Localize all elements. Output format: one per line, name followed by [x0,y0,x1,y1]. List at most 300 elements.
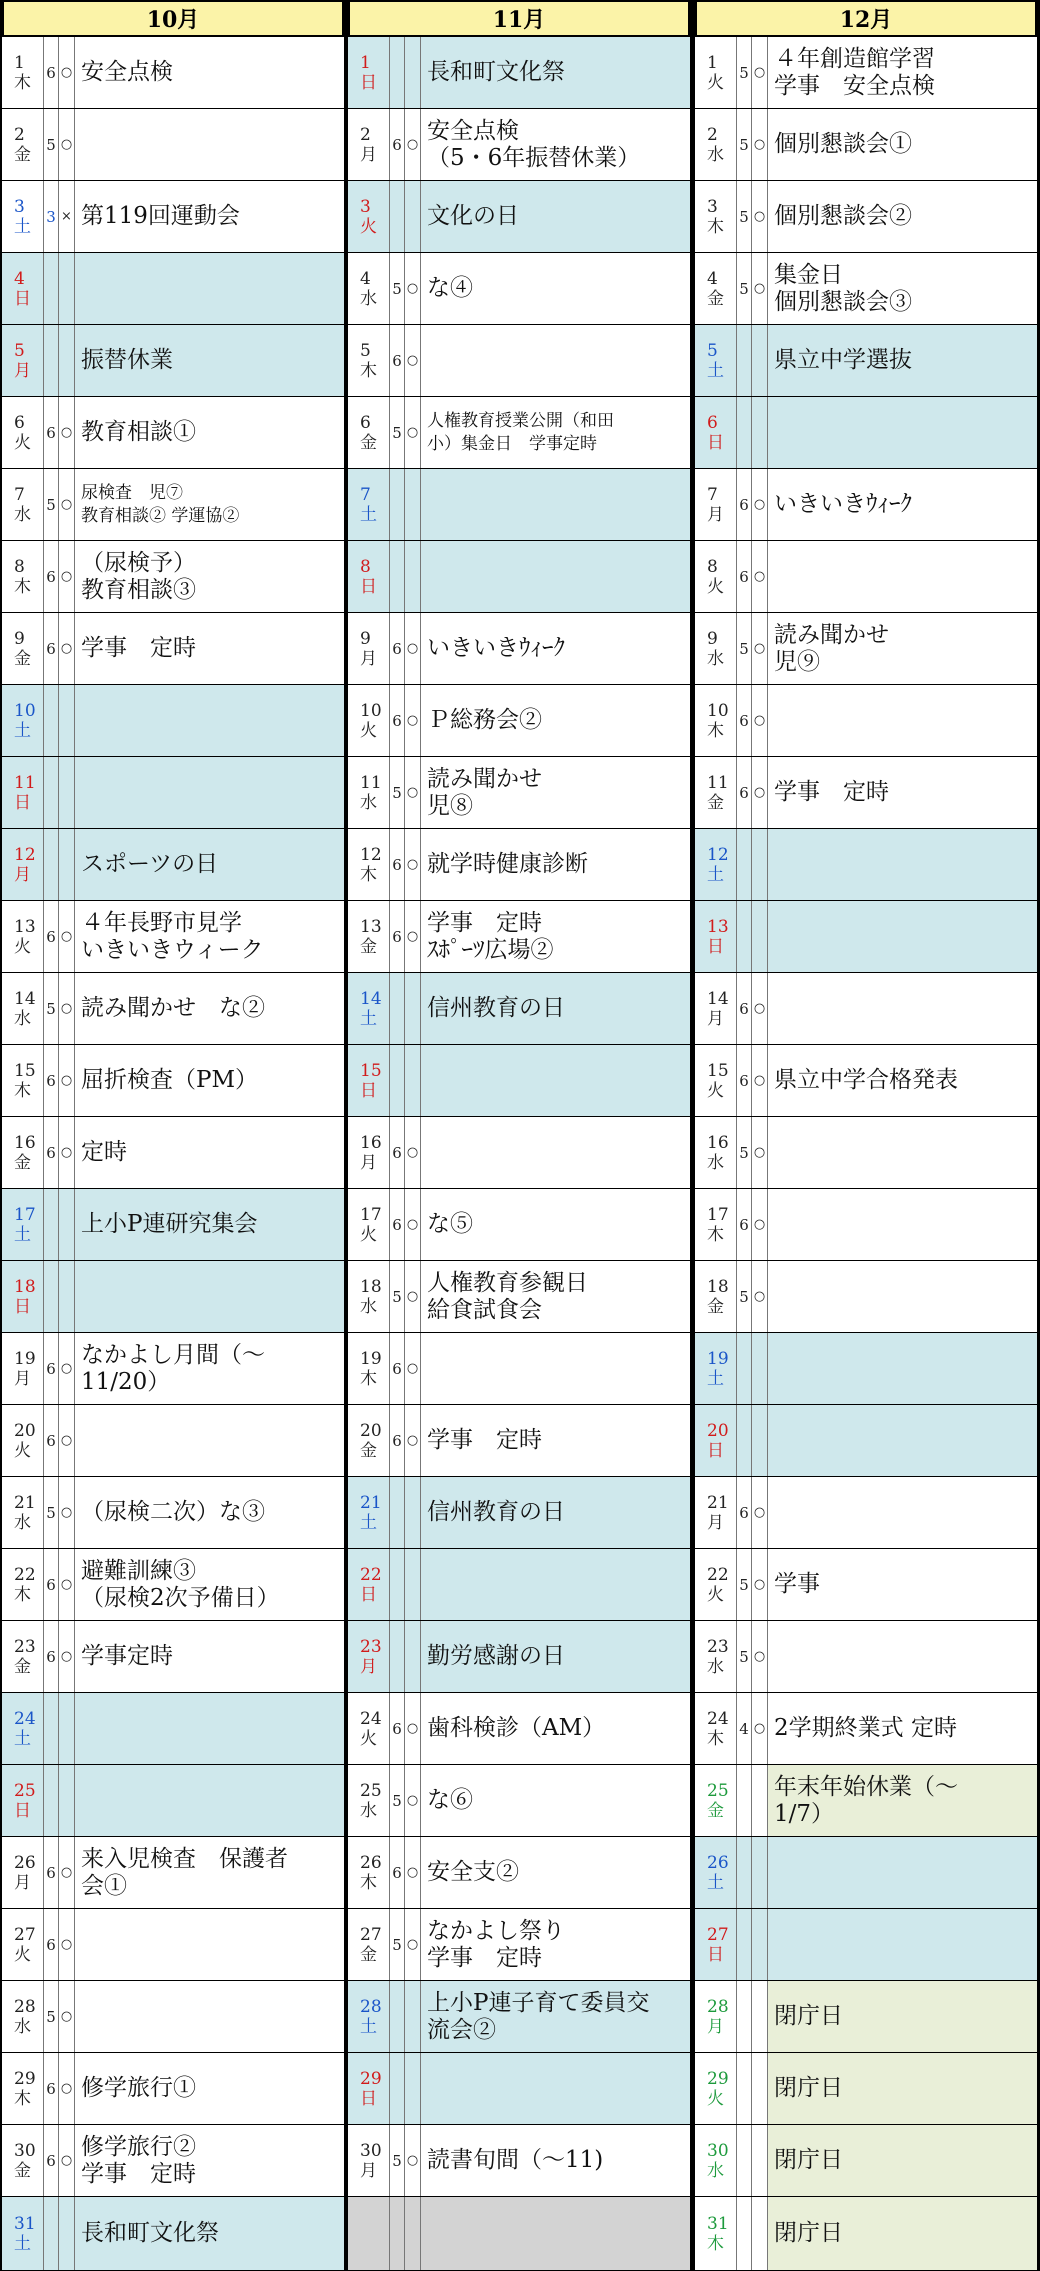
period-count: 5 [44,1981,59,2052]
weekday: 火 [360,216,377,237]
day-row [2,1117,344,1189]
day-row [2,1909,344,1981]
day-date [348,109,390,180]
day-number: 28 [707,1996,729,2017]
weekday: 金 [14,648,31,669]
weekday: 金 [14,1152,31,1173]
period-count: 6 [390,109,405,180]
weekday: 日 [707,936,724,957]
day-number: 23 [360,1636,382,1657]
day-number: 18 [707,1276,729,1297]
event-text [75,685,344,756]
day-date [348,685,390,756]
day-row [348,685,690,757]
day-date [695,1837,737,1908]
lunch-mark: ○ [59,1621,75,1692]
day-row [695,2197,1037,2271]
lunch-mark [752,1765,768,1836]
period-count [737,829,752,900]
lunch-mark [405,1981,421,2052]
event-text: な④ [427,275,473,301]
period-count: 5 [737,613,752,684]
period-count: 6 [737,685,752,756]
event-text: 閉庁日 [768,2053,1037,2124]
day-number: 5 [360,340,371,361]
weekday: 火 [707,1080,724,1101]
day-row [348,109,690,181]
day-number: 23 [707,1636,729,1657]
weekday: 木 [707,2233,724,2254]
lunch-mark [752,901,768,972]
day-date [2,1909,44,1980]
weekday: 水 [360,1800,377,1821]
weekday: 月 [360,1152,377,1173]
day-number: 27 [360,1924,382,1945]
event-text [421,469,690,540]
day-row [348,1477,690,1549]
weekday: 土 [360,2016,377,2037]
day-date [695,2125,737,2196]
lunch-mark: ○ [59,37,75,108]
day-date [348,1261,390,1332]
day-number: 8 [360,556,371,577]
day-number: 11 [360,772,382,793]
period-count: 6 [390,613,405,684]
period-count: 6 [390,829,405,900]
period-count [737,2197,752,2270]
day-number: 16 [360,1132,382,1153]
day-row [348,469,690,541]
lunch-mark [59,757,75,828]
day-date [2,1837,44,1908]
day-number: 28 [360,1996,382,2017]
lunch-mark: ○ [405,253,421,324]
weekday: 月 [707,2016,724,2037]
day-date [2,1117,44,1188]
day-row [348,181,690,253]
day-date [348,613,390,684]
weekday: 木 [14,72,31,93]
lunch-mark [59,1261,75,1332]
weekday: 水 [707,2160,724,2181]
day-number: 20 [707,1420,729,1441]
weekday: 木 [360,864,377,885]
event-text: 屈折検査（PM） [81,1067,259,1093]
lunch-mark: × [59,181,75,252]
day-date [695,325,737,396]
day-date [348,181,390,252]
weekday: 木 [707,720,724,741]
day-date [2,469,44,540]
weekday: 土 [14,216,31,237]
day-row [2,325,344,397]
lunch-mark: ○ [405,1189,421,1260]
weekday: 土 [707,360,724,381]
day-date [2,829,44,900]
event-text: 教育相談① [81,419,196,445]
day-row [695,1189,1037,1261]
day-number: 7 [360,484,371,505]
day-number: 19 [14,1348,36,1369]
day-number: 24 [360,1708,382,1729]
event-text: 読み聞かせ 児⑨ [774,621,889,675]
lunch-mark: ○ [405,685,421,756]
day-date [2,325,44,396]
lunch-mark [752,829,768,900]
period-count: 5 [44,973,59,1044]
period-count [737,1909,752,1980]
period-count [390,37,405,108]
day-row [348,253,690,325]
weekday: 水 [360,1296,377,1317]
day-row [348,1261,690,1333]
day-row [348,1765,690,1837]
day-row [2,541,344,613]
event-text: 2学期終業式 定時 [774,1715,957,1741]
day-date [348,541,390,612]
period-count [737,2125,752,2196]
day-date [2,1981,44,2052]
event-text [768,397,1037,468]
event-text [768,829,1037,900]
day-number: 5 [707,340,718,361]
period-count: 6 [44,541,59,612]
period-count [44,1765,59,1836]
event-text [768,1189,1037,1260]
event-text: 修学旅行② 学事 定時 [81,2133,196,2187]
day-number: 10 [360,700,382,721]
day-number: 16 [707,1132,729,1153]
day-date [2,2197,44,2270]
period-count: 6 [390,325,405,396]
day-row [2,469,344,541]
day-date [348,325,390,396]
day-date [2,1693,44,1764]
period-count: 5 [390,1765,405,1836]
event-text: ４年創造館学習 学事 安全点検 [774,45,935,99]
weekday: 火 [14,1440,31,1461]
event-text: 就学時健康診断 [427,851,588,877]
event-text: 上小P連研究集会 [81,1211,258,1237]
period-count: 5 [390,253,405,324]
weekday: 火 [14,432,31,453]
day-number: 24 [14,1708,36,1729]
period-count: 6 [44,1405,59,1476]
period-count [44,685,59,756]
lunch-mark [59,685,75,756]
day-number: 7 [14,484,25,505]
event-text [768,973,1037,1044]
day-row [2,1045,344,1117]
period-count: 5 [737,1621,752,1692]
weekday: 土 [360,504,377,525]
month-column [2,0,344,2271]
day-number: 12 [14,844,36,865]
day-row [2,1405,344,1477]
lunch-mark: ○ [752,253,768,324]
event-text: 第119回運動会 [81,203,240,229]
day-row [348,973,690,1045]
period-count: 5 [737,253,752,324]
day-row [695,253,1037,325]
event-text [768,685,1037,756]
day-number: 1 [707,52,718,73]
day-date [695,541,737,612]
event-text [75,757,344,828]
lunch-mark [59,1189,75,1260]
day-row [695,2053,1037,2125]
period-count: 5 [737,181,752,252]
lunch-mark [59,253,75,324]
period-count: 6 [44,1045,59,1116]
day-row [2,2125,344,2197]
event-text: いきいきｳｨｰｸ [774,491,912,517]
lunch-mark: ○ [752,685,768,756]
lunch-mark: ○ [59,1117,75,1188]
event-text: 来入児検査 保護者 会① [81,1845,288,1899]
event-text: Ｐ総務会② [427,707,542,733]
lunch-mark: ○ [752,469,768,540]
day-date [348,757,390,828]
event-text: 学事 定時 [774,779,889,805]
lunch-mark: ○ [752,1261,768,1332]
day-number: 6 [707,412,718,433]
weekday: 土 [707,1368,724,1389]
day-date [695,1117,737,1188]
day-row [2,1981,344,2053]
period-count [44,757,59,828]
day-date [2,1189,44,1260]
day-date [348,973,390,1044]
period-count [737,901,752,972]
day-number: 14 [14,988,36,1009]
month-column [348,0,690,2271]
day-row [695,1981,1037,2053]
day-row [2,1261,344,1333]
event-text [75,1981,344,2052]
day-row [695,1117,1037,1189]
event-text: （尿検予） 教育相談③ [81,549,196,603]
event-text: 上小P連子育て委員交 流会② [427,1989,650,2043]
weekday: 月 [14,864,31,885]
event-text [768,1333,1037,1404]
day-date [348,901,390,972]
day-date [2,37,44,108]
lunch-mark: ○ [405,613,421,684]
event-text: 尿検査 児⑦ 教育相談② 学運協② [81,482,240,526]
day-number: 29 [707,2068,729,2089]
lunch-mark: ○ [405,1261,421,1332]
day-row [348,901,690,973]
day-number: 13 [360,916,382,937]
lunch-mark [405,1621,421,1692]
period-count [390,973,405,1044]
day-row [348,2197,690,2271]
day-date [2,973,44,1044]
day-date [695,37,737,108]
event-text: ４年長野市見学 いきいきウィーク [81,909,264,963]
day-date [695,1909,737,1980]
period-count: 6 [44,397,59,468]
day-date [2,1621,44,1692]
lunch-mark: ○ [59,1045,75,1116]
period-count: 6 [44,1333,59,1404]
weekday: 月 [360,648,377,669]
weekday: 火 [14,936,31,957]
period-count [737,1765,752,1836]
day-number: 3 [360,196,371,217]
weekday: 火 [14,1944,31,1965]
event-text [768,1837,1037,1908]
weekday: 日 [360,2088,377,2109]
weekday: 土 [14,1728,31,1749]
weekday: 水 [707,144,724,165]
lunch-mark: ○ [752,541,768,612]
lunch-mark: ○ [59,541,75,612]
event-text: 学事 定時 [81,635,196,661]
day-number: 24 [707,1708,729,1729]
day-date [695,1477,737,1548]
period-count: 6 [44,613,59,684]
day-number: 9 [707,628,718,649]
period-count: 6 [737,1189,752,1260]
event-text [421,1549,690,1620]
period-count: 5 [737,1117,752,1188]
day-number: 1 [360,52,371,73]
lunch-mark [405,2053,421,2124]
day-row [2,973,344,1045]
lunch-mark: ○ [405,1405,421,1476]
day-row [2,2053,344,2125]
day-number: 4 [14,268,25,289]
weekday: 金 [707,792,724,813]
period-count: 4 [737,1693,752,1764]
day-row [695,829,1037,901]
day-row [348,757,690,829]
day-date [695,973,737,1044]
event-text: 信州教育の日 [427,995,565,1021]
period-count: 6 [44,1621,59,1692]
day-number: 17 [707,1204,729,1225]
day-number: 15 [14,1060,36,1081]
day-row [695,1693,1037,1765]
day-date [348,1333,390,1404]
weekday: 水 [14,2016,31,2037]
lunch-mark [405,181,421,252]
day-date [348,1117,390,1188]
period-count [737,1837,752,1908]
day-date [348,397,390,468]
day-date [2,1261,44,1332]
lunch-mark [405,1477,421,1548]
event-text [75,1765,344,1836]
period-count: 6 [737,757,752,828]
event-text: 定時 [81,1139,127,1165]
day-row [348,1837,690,1909]
day-number: 18 [14,1276,36,1297]
lunch-mark: ○ [752,973,768,1044]
event-text [75,1405,344,1476]
lunch-mark [752,1333,768,1404]
day-date [2,1045,44,1116]
day-row [2,1837,344,1909]
day-date [695,1549,737,1620]
day-number: 22 [707,1564,729,1585]
lunch-mark: ○ [405,829,421,900]
weekday: 月 [14,1368,31,1389]
weekday: 日 [360,1584,377,1605]
day-date [695,469,737,540]
lunch-mark: ○ [405,1117,421,1188]
day-number: 13 [14,916,36,937]
event-text: 人権教育授業公開（和田 小）集金日 学事定時 [427,410,614,454]
period-count [737,1981,752,2052]
lunch-mark: ○ [752,37,768,108]
event-text: 信州教育の日 [427,1499,565,1525]
weekday: 金 [360,1944,377,1965]
period-count: 6 [44,2053,59,2124]
weekday: 水 [14,1008,31,1029]
period-count [737,397,752,468]
period-count: 5 [390,2125,405,2196]
day-row [2,1477,344,1549]
day-row [695,397,1037,469]
weekday: 木 [360,1872,377,1893]
weekday: 土 [14,720,31,741]
event-text: 集金日 個別懇談会③ [774,261,912,315]
day-date [695,2053,737,2124]
lunch-mark: ○ [59,1909,75,1980]
period-count [44,1693,59,1764]
day-row [695,1621,1037,1693]
event-text: 長和町文化祭 [427,59,565,85]
period-count: 6 [390,685,405,756]
event-text: 修学旅行① [81,2075,196,2101]
day-row [2,757,344,829]
day-row [695,37,1037,109]
day-date [2,541,44,612]
day-number: 12 [707,844,729,865]
day-row [695,181,1037,253]
lunch-mark: ○ [752,1045,768,1116]
event-text: 県立中学選抜 [774,347,912,373]
event-text [421,2197,690,2270]
day-date [2,109,44,180]
weekday: 木 [360,1368,377,1389]
day-date [695,1189,737,1260]
day-date [348,2053,390,2124]
weekday: 土 [707,1872,724,1893]
day-number: 22 [360,1564,382,1585]
event-text: 勤労感謝の日 [427,1643,565,1669]
day-date [2,397,44,468]
weekday: 日 [360,72,377,93]
day-date [348,1909,390,1980]
period-count: 5 [390,757,405,828]
day-row [2,2197,344,2271]
weekday: 金 [14,1656,31,1677]
event-text [421,325,690,396]
weekday: 火 [707,72,724,93]
period-count: 5 [44,469,59,540]
lunch-mark: ○ [405,325,421,396]
weekday: 木 [14,576,31,597]
event-text: なかよし祭り 学事 定時 [427,1917,565,1971]
day-row [695,685,1037,757]
period-count [390,469,405,540]
lunch-mark [59,829,75,900]
day-number: 19 [707,1348,729,1369]
